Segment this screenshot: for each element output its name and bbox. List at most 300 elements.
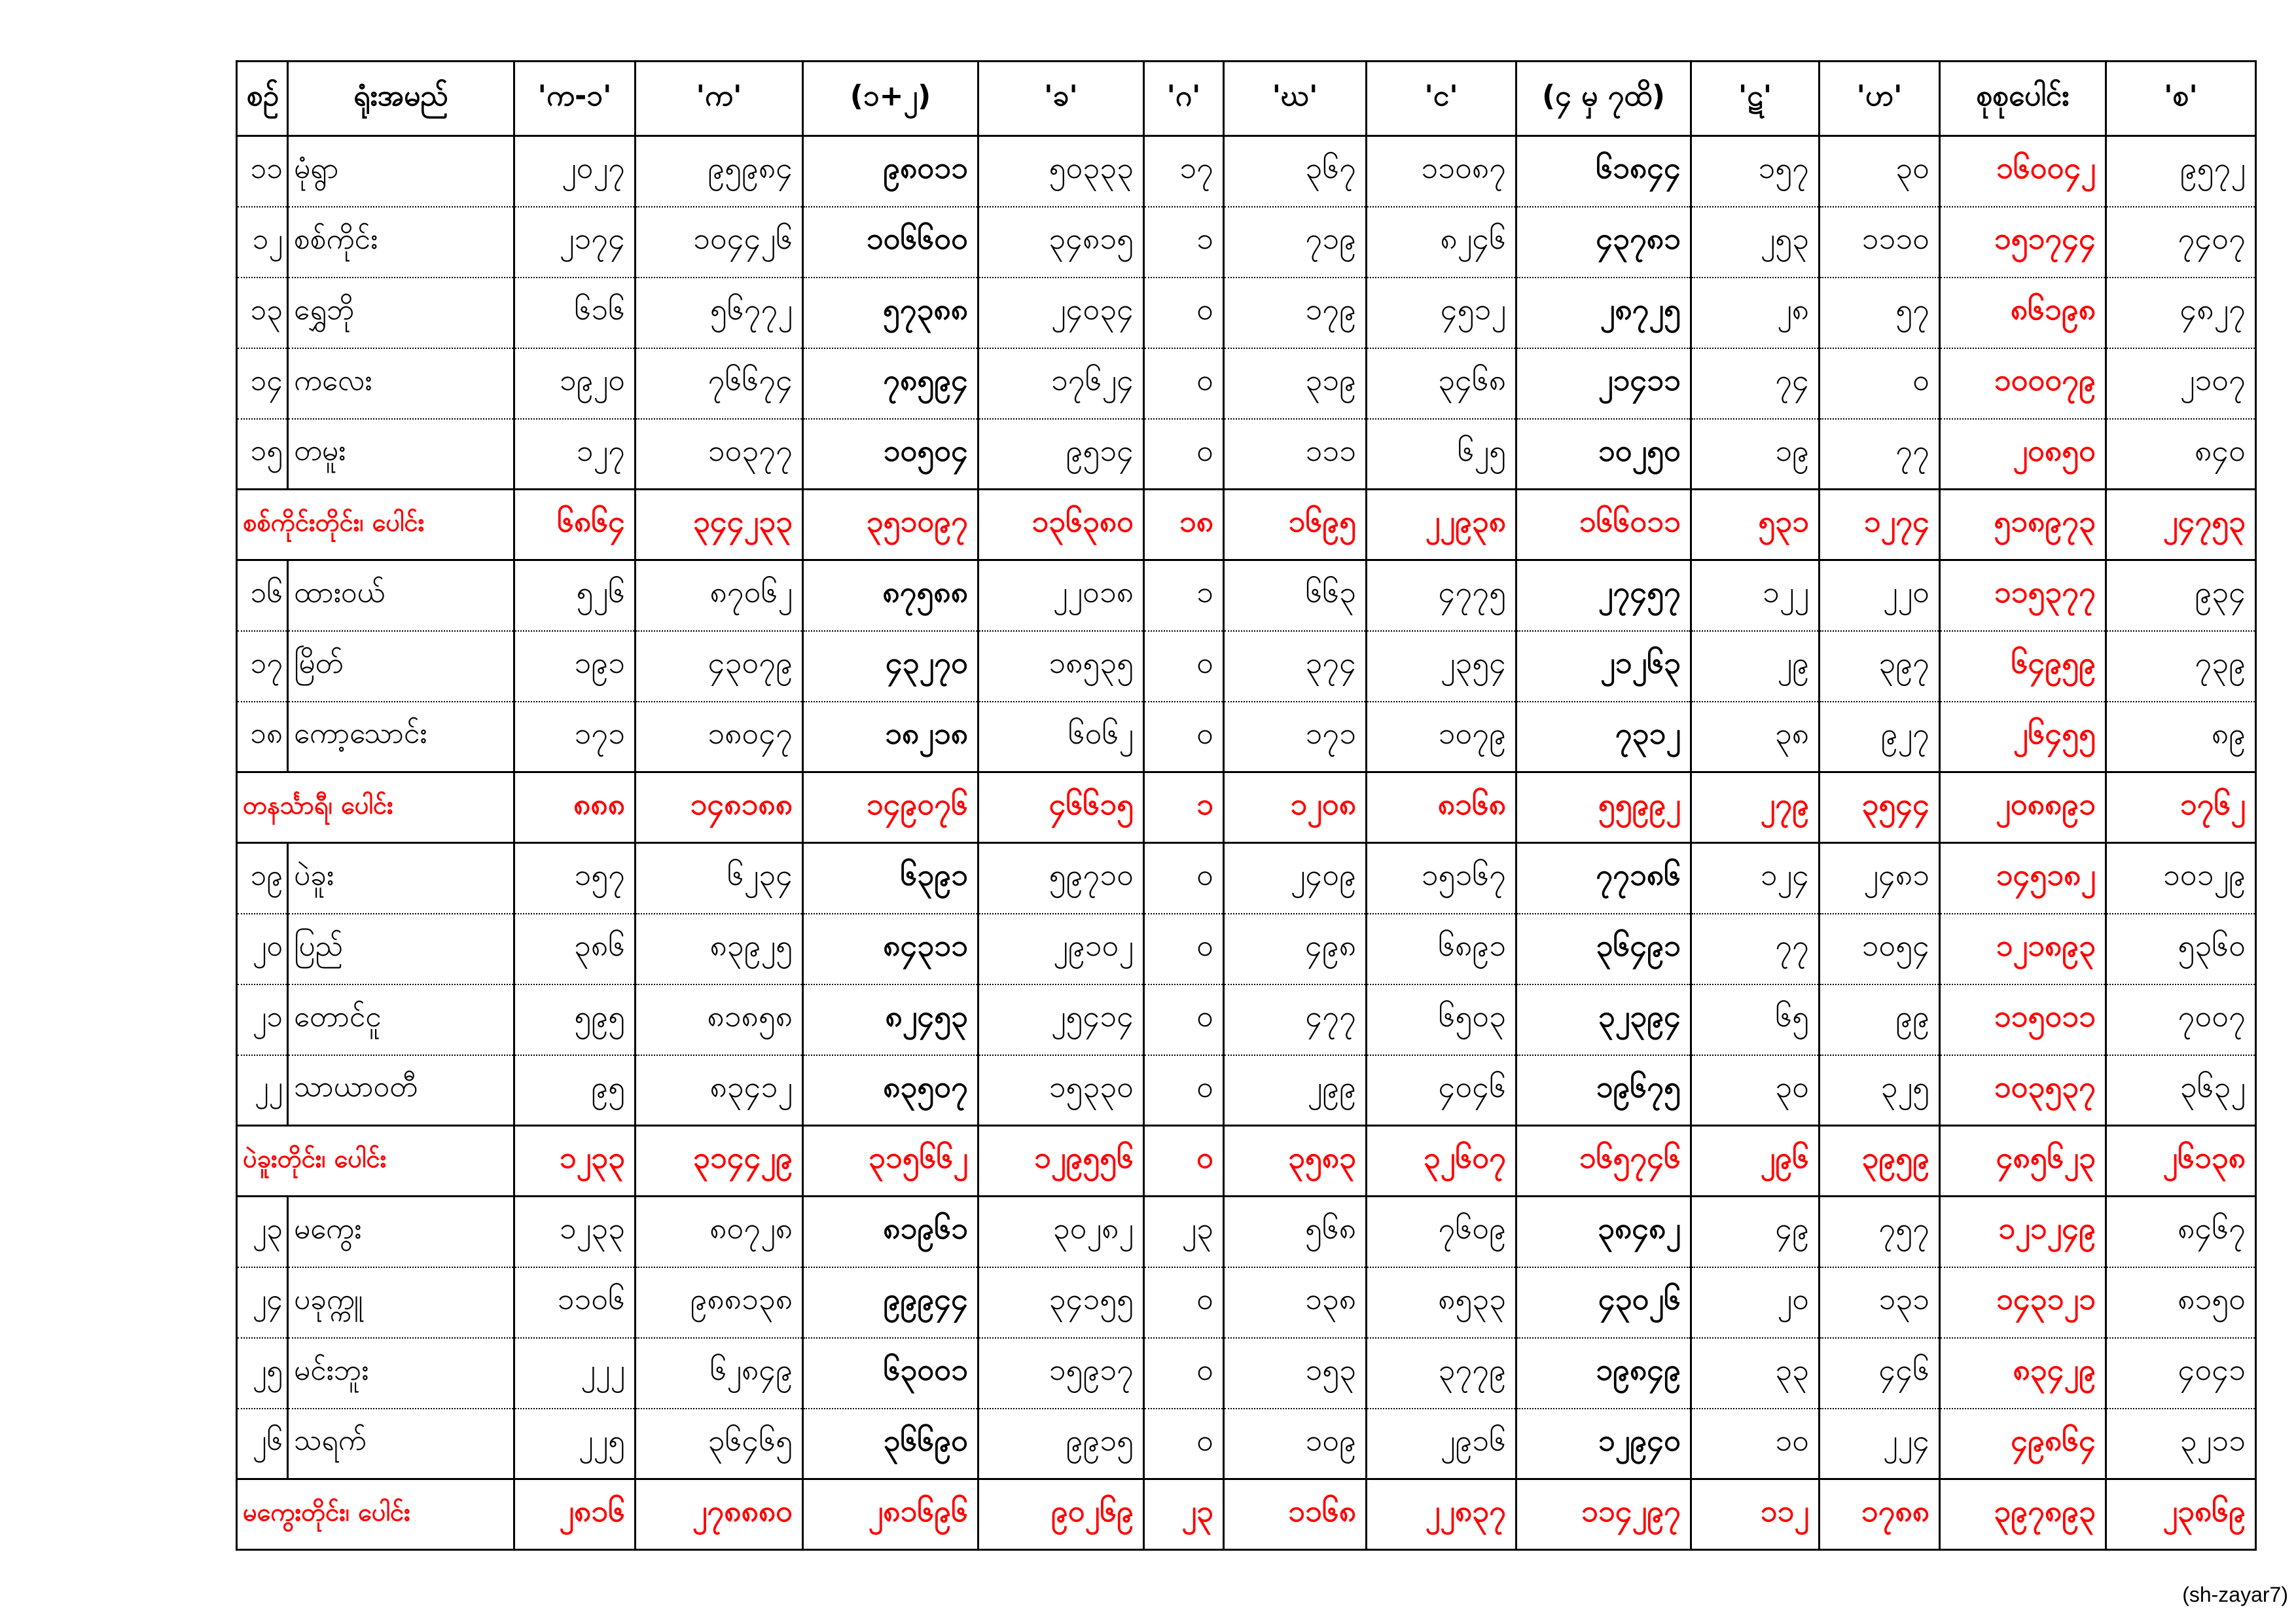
table-row [237,914,2256,984]
table-row [237,278,2256,348]
data-cell: ၁၅၇ [1691,136,1820,207]
table-row [237,207,2256,278]
data-cell: ၁၉၈၄၉ [1516,1338,1691,1409]
data-cell: ၈၅၃၃ [1367,1267,1516,1338]
table-row [237,136,2256,207]
data-cell: ၁၀၉ [1224,1409,1367,1479]
table-row [237,984,2256,1055]
subtotal-cell: ၁၁၂ [1691,1479,1820,1550]
subtotal-cell: ၅၅၉၉၂ [1516,772,1691,843]
data-cell: ၁၇၆၂၄ [978,348,1144,419]
data-cell: ၂၉၁၀၂ [978,914,1144,984]
data-cell: ၃၈၄၈၂ [1516,1197,1691,1267]
data-cell: ၄၅၁၂ [1367,278,1516,348]
office-name: ကလေး [288,348,514,419]
data-cell: ၅၆၇၇၂ [636,278,803,348]
data-cell: ၆၅၀၃ [1367,984,1516,1055]
office-name: တောင်ငူ [288,984,514,1055]
subtotal-cell: ၁၄၈၁၈၈ [636,772,803,843]
subtotal-cell: ၂၄၇၅၃ [2106,490,2256,560]
data-cell: ၈၂၄၆ [1367,207,1516,278]
data-cell: ၁၂၁၈၉၃ [1940,914,2106,984]
row-number: ၁၃ [237,278,288,348]
subtotal-cell: ၃၉၅၉ [1820,1126,1940,1197]
data-cell: ၆၃၉၁ [803,843,978,914]
data-cell: ၄၀၄၆ [1367,1055,1516,1126]
subtotal-cell: ၁၇၈၈ [1820,1479,1940,1550]
column-header: (၁+၂) [803,62,978,136]
data-cell: ၃၃ [1691,1338,1820,1409]
office-name: စစ်ကိုင်း [288,207,514,278]
data-cell: ၁၇၁ [514,702,636,772]
subtotal-cell: ၁၇၆၂ [2106,772,2256,843]
data-cell: ၁၅၃၃၀ [978,1055,1144,1126]
data-cell: ၁၀ [1691,1409,1820,1479]
data-cell: ၉၉၁၅ [978,1409,1144,1479]
data-cell: ၂၉ [1691,631,1820,702]
data-cell: ၁၁၅၃၇၇ [1940,560,2106,631]
subtotal-cell: ၂၃၈၆၉ [2106,1479,2256,1550]
data-cell: ၂၆၄၅၅ [1940,702,2106,772]
data-cell: ၄၉၈ [1224,914,1367,984]
row-number: ၂၂ [237,1055,288,1126]
subtotal-cell: ၈၈၈ [514,772,636,843]
data-cell: ၁၈၅၃၅ [978,631,1144,702]
data-cell: ၃၄၆၈ [1367,348,1516,419]
data-cell: ၁၁၀၆ [514,1267,636,1338]
office-name: မြိတ် [288,631,514,702]
subtotal-cell: ၆၈၆၄ [514,490,636,560]
data-cell: ၃၁၉ [1224,348,1367,419]
data-cell: ၇၁၉ [1224,207,1367,278]
subtotal-cell: ၁၁၄၂၉၇ [1516,1479,1691,1550]
data-cell: ၂၈ [1691,278,1820,348]
data-cell: ၃၈ [1691,702,1820,772]
row-number: ၁၇ [237,631,288,702]
data-cell: ၅၉၇၁၀ [978,843,1144,914]
data-cell: ၀ [1144,631,1224,702]
column-header: 'စ' [2106,62,2256,136]
table-row [237,348,2256,419]
data-cell: ၃၆၆၉၀ [803,1409,978,1479]
data-cell: ၃၆၇ [1224,136,1367,207]
data-cell: ၃၈၆ [514,914,636,984]
data-cell: ၇၄ [1691,348,1820,419]
subtotal-cell: ၉၀၂၆၉ [978,1479,1144,1550]
data-cell: ၄၃၂၇၀ [803,631,978,702]
data-cell: ၀ [1144,278,1224,348]
subtotal-cell: ၄၈၅၆၂၃ [1940,1126,2106,1197]
data-cell: ၂၁၂၆၃ [1516,631,1691,702]
data-cell: ၉၈၈၁၃၈ [636,1267,803,1338]
data-cell: ၆၂၃၄ [636,843,803,914]
data-cell: ၀ [1820,348,1940,419]
subtotal-cell: ၃၅၄၄ [1820,772,1940,843]
table-row [237,1338,2256,1409]
data-cell: ၁၆၀၀၄၂ [1940,136,2106,207]
data-cell: ၁၅၁၇၄၄ [1940,207,2106,278]
subtotal-cell: ၁၂၃၃ [514,1126,636,1197]
subtotal-cell: ၁၄၉၀၇၆ [803,772,978,843]
data-cell: ၁၁၁ [1224,419,1367,490]
data-cell: ၁၀၆၆၀၀ [803,207,978,278]
subtotal-cell: ၂၂၈၃၇ [1367,1479,1516,1550]
data-cell: ၁၁၁၀ [1820,207,1940,278]
subtotal-cell: ၂၀၈၈၉၁ [1940,772,2106,843]
data-cell: ၁၀၁၂၉ [2106,843,2256,914]
data-cell: ၁၃၁ [1820,1267,1940,1338]
data-cell: ၁၄၅၁၈၂ [1940,843,2106,914]
data-cell: ၃၂၁၁ [2106,1409,2256,1479]
data-cell: ၂၉၁၆ [1367,1409,1516,1479]
data-cell: ၃၀ [1691,1055,1820,1126]
data-cell: ၃၆၄၆၅ [636,1409,803,1479]
data-cell: ၆၁၆ [514,278,636,348]
table-row [237,843,2256,914]
data-cell: ၅၇ [1820,278,1940,348]
data-cell: ၆၃၀၀၁ [803,1338,978,1409]
data-cell: ၁၉ [1691,419,1820,490]
subtotal-label: စစ်ကိုင်းတိုင်း၊ ပေါင်း [237,490,514,560]
data-cell: ၀ [1144,843,1224,914]
data-cell: ၃၆၃၂ [2106,1055,2256,1126]
data-cell: ၈၀၇၂၈ [636,1197,803,1267]
data-cell: ၉၅၇၂ [2106,136,2256,207]
table-body [237,136,2256,1550]
row-number: ၁၅ [237,419,288,490]
row-number: ၂၆ [237,1409,288,1479]
data-cell: ၀ [1144,1055,1224,1126]
office-name: ကော့သောင်း [288,702,514,772]
data-cell: ၇၃၁၂ [1516,702,1691,772]
column-header: 'ခ' [978,62,1144,136]
data-cell: ၈၄၃၁၁ [803,914,978,984]
subtotal-cell: ၃၄၄၂၃၃ [636,490,803,560]
data-cell: ၈၄၀ [2106,419,2256,490]
data-cell: ၁၂၂ [1691,560,1820,631]
data-cell: ၁၂၁၂၄၉ [1940,1197,2106,1267]
subtotal-cell: ၃၁၅၆၆၂ [803,1126,978,1197]
office-name: တမူး [288,419,514,490]
data-cell: ၆၅ [1691,984,1820,1055]
data-cell: ၃၆၄၉၁ [1516,914,1691,984]
data-cell: ၁၂၄ [1691,843,1820,914]
office-name: သာယာဝတီ [288,1055,514,1126]
data-cell: ၇၀၀၇ [2106,984,2256,1055]
column-header: 'က-၁' [514,62,636,136]
subtotal-cell: ၁၂၉၅၅၆ [978,1126,1144,1197]
data-cell: ၆၀၆၂ [978,702,1144,772]
subtotal-cell: ၃၅၈၃ [1224,1126,1367,1197]
data-cell: ၉၈၀၁၁ [803,136,978,207]
data-cell: ၅၆၈ [1224,1197,1367,1267]
data-cell: ၅၇၃၈၈ [803,278,978,348]
office-name: မုံရွာ [288,136,514,207]
data-cell: ၁၅၃ [1224,1338,1367,1409]
column-header: 'ဃ' [1224,62,1367,136]
subtotal-cell: ၀ [1144,1126,1224,1197]
row-number: ၁၂ [237,207,288,278]
subtotal-cell: ၃၂၆၀၇ [1367,1126,1516,1197]
table-row [237,1409,2256,1479]
data-cell: ၁၈၀၄၇ [636,702,803,772]
data-cell: ၂၂၀၁၈ [978,560,1144,631]
data-cell: ၄၀၄၁ [2106,1338,2256,1409]
subtotal-cell: ၁၆၉၅ [1224,490,1367,560]
row-number: ၂၅ [237,1338,288,1409]
data-cell: ၁၂၃၃ [514,1197,636,1267]
subtotal-cell: ၁၂၀၈ [1224,772,1367,843]
subtotal-cell: ၂၇၉ [1691,772,1820,843]
data-cell: ၉၉ [1820,984,1940,1055]
data-cell: ၁ [1144,560,1224,631]
data-cell: ၄၄၆ [1820,1338,1940,1409]
data-cell: ၂၁၀၇ [2106,348,2256,419]
column-header: စုစုပေါင်း [1940,62,2106,136]
data-cell: ၂၂၅ [514,1409,636,1479]
table-row [237,1267,2256,1338]
data-cell: ၁၉၆၇၅ [1516,1055,1691,1126]
office-name: ထားဝယ် [288,560,514,631]
data-cell: ၃၂၃၉၄ [1516,984,1691,1055]
data-cell: ၃၀၂၈၂ [978,1197,1144,1267]
data-cell: ၅၂၆ [514,560,636,631]
data-cell: ၂၀၂၇ [514,136,636,207]
data-cell: ၀ [1144,984,1224,1055]
data-cell: ၃၀ [1820,136,1940,207]
data-cell: ၆၂၈၄၉ [636,1338,803,1409]
data-cell: ၄၇၇ [1224,984,1367,1055]
data-cell: ၈၁၈၅၈ [636,984,803,1055]
data-cell: ၇၄၀၇ [2106,207,2256,278]
data-cell: ၇၃၉ [2106,631,2256,702]
table-row [237,1197,2256,1267]
column-header: ရုံးအမည် [288,62,514,136]
office-name: သရက် [288,1409,514,1479]
data-cell: ၁၂၇ [514,419,636,490]
statistics-table-container [236,60,2255,1551]
data-cell: ၁၁၅၀၁၁ [1940,984,2106,1055]
data-cell: ၂၂၂ [514,1338,636,1409]
row-number: ၁၈ [237,702,288,772]
footer-credit: (sh-zayar7) [2182,1583,2288,1606]
data-cell: ၁၅၁၆၇ [1367,843,1516,914]
data-cell: ၂၇၄၅၇ [1516,560,1691,631]
data-cell: ၇၇ [1691,914,1820,984]
column-header: 'က' [636,62,803,136]
data-cell: ၈၁၅၀ [2106,1267,2256,1338]
data-cell: ၄၇၇၅ [1367,560,1516,631]
data-cell: ၁၀၇၉ [1367,702,1516,772]
data-cell: ၁၉၂၀ [514,348,636,419]
office-name: ပြည် [288,914,514,984]
data-cell: ၁၀၀၀၇၉ [1940,348,2106,419]
subtotal-cell: ၂၃ [1144,1479,1224,1550]
subtotal-label: တနင်္သာရီ၊ ပေါင်း [237,772,514,843]
data-cell: ၁၄၃၁၂၁ [1940,1267,2106,1338]
column-header: စဉ် [237,62,288,136]
data-cell: ၂၁၇၄ [514,207,636,278]
data-cell: ၁၉၁ [514,631,636,702]
data-cell: ၂၈၇၂၅ [1516,278,1691,348]
data-cell: ၈၄၆၇ [2106,1197,2256,1267]
data-cell: ၈၇၀၆၂ [636,560,803,631]
data-cell: ၃၄၁၅၅ [978,1267,1144,1338]
data-cell: ၄၈၂၇ [2106,278,2256,348]
data-cell: ၁၁၀၈၇ [1367,136,1516,207]
subtotal-cell: ၃၁၄၄၂၉ [636,1126,803,1197]
data-cell: ၅၀၃၃၃ [978,136,1144,207]
data-cell: ၇၇၁၈၆ [1516,843,1691,914]
data-cell: ၇၅၇ [1820,1197,1940,1267]
data-cell: ၇၆၀၉ [1367,1197,1516,1267]
data-cell: ၁၀၂၅၀ [1516,419,1691,490]
column-header: 'င' [1367,62,1516,136]
data-cell: ၉၂၇ [1820,702,1940,772]
data-cell: ၀ [1144,914,1224,984]
table-row [237,631,2256,702]
office-name: ပဲခူး [288,843,514,914]
data-cell: ၂၃၅၄ [1367,631,1516,702]
table-row [237,702,2256,772]
data-cell: ၆၂၅ [1367,419,1516,490]
data-cell: ၂၉၉ [1224,1055,1367,1126]
subtotal-cell: ၂၈၁၆၉၆ [803,1479,978,1550]
data-cell: ၁၂၉၄၀ [1516,1409,1691,1479]
data-cell: ၀ [1144,419,1224,490]
subtotal-row [237,490,2256,560]
row-number: ၂၀ [237,914,288,984]
data-cell: ၉၉၉၄၄ [803,1267,978,1338]
data-cell: ၄၃၀၇၉ [636,631,803,702]
data-cell: ၆၆၃ [1224,560,1367,631]
data-cell: ၂၀၈၅၀ [1940,419,2106,490]
data-cell: ၂၃ [1144,1197,1224,1267]
data-cell: ၀ [1144,1338,1224,1409]
data-cell: ၈၂၄၅၃ [803,984,978,1055]
subtotal-row [237,1479,2256,1550]
subtotal-cell: ၁၃၆၃၈၀ [978,490,1144,560]
subtotal-row [237,1126,2256,1197]
row-number: ၁၆ [237,560,288,631]
data-cell: ၁၀၃၇၇ [636,419,803,490]
row-number: ၂၁ [237,984,288,1055]
data-cell: ၂၂၀ [1820,560,1940,631]
row-number: ၁၄ [237,348,288,419]
data-cell: ၀ [1144,702,1224,772]
data-cell: ၆၈၉၁ [1367,914,1516,984]
data-cell: ၂၀ [1691,1267,1820,1338]
column-header: 'ဋ' [1691,62,1820,136]
subtotal-cell: ၅၃၁ [1691,490,1820,560]
subtotal-cell: ၂၉၆ [1691,1126,1820,1197]
table-row [237,560,2256,631]
subtotal-cell: ၃၅၁၀၉၇ [803,490,978,560]
subtotal-cell: ၁ [1144,772,1224,843]
column-header: 'ဂ' [1144,62,1224,136]
row-number: ၁၁ [237,136,288,207]
data-cell: ၄၃၇၈၁ [1516,207,1691,278]
data-cell: ၇၇ [1820,419,1940,490]
data-cell: ၀ [1144,348,1224,419]
data-cell: ၁၇၉ [1224,278,1367,348]
office-name: မင်းဘူး [288,1338,514,1409]
row-number: ၂၃ [237,1197,288,1267]
row-number: ၂၄ [237,1267,288,1338]
data-cell: ၅၉၅ [514,984,636,1055]
data-cell: ၂၄၀၃၄ [978,278,1144,348]
subtotal-cell: ၄၆၆၁၅ [978,772,1144,843]
data-cell: ၉၃၄ [2106,560,2256,631]
data-cell: ၈၉ [2106,702,2256,772]
subtotal-cell: ၂၈၁၆ [514,1479,636,1550]
office-name: မကွေး [288,1197,514,1267]
data-cell: ၉၅ [514,1055,636,1126]
subtotal-cell: ၂၆၁၃၈ [2106,1126,2256,1197]
subtotal-cell: ၃၉၇၈၉၃ [1940,1479,2106,1550]
subtotal-label: မကွေးတိုင်း၊ ပေါင်း [237,1479,514,1550]
data-cell: ၆၄၉၅၉ [1940,631,2106,702]
statistics-table [236,60,2257,1551]
data-cell: ၁၀၅၄ [1820,914,1940,984]
data-cell: ၃၉၇ [1820,631,1940,702]
data-cell: ၄၃၀၂၆ [1516,1267,1691,1338]
data-cell: ၁၅၇ [514,843,636,914]
data-cell: ၁ [1144,207,1224,278]
data-cell: ၄၉၈၆၄ [1940,1409,2106,1479]
data-cell: ၁၇ [1144,136,1224,207]
data-cell: ၁၀၄၄၂၆ [636,207,803,278]
data-cell: ၀ [1144,1267,1224,1338]
data-cell: ၂၄၀၉ [1224,843,1367,914]
subtotal-cell: ၁၆၅၇၄၆ [1516,1126,1691,1197]
office-name: ပခုက္ကူ [288,1267,514,1338]
subtotal-row [237,772,2256,843]
data-cell: ၃၇၇၉ [1367,1338,1516,1409]
data-cell: ၁၀၅၀၄ [803,419,978,490]
data-cell: ၂၂၄ [1820,1409,1940,1479]
data-cell: ၅၃၆၀ [2106,914,2256,984]
data-cell: ၈၃၅၀၇ [803,1055,978,1126]
data-cell: ၂၄၈၁ [1820,843,1940,914]
header-row [237,62,2256,136]
row-number: ၁၉ [237,843,288,914]
data-cell: ၈၇၅၈၈ [803,560,978,631]
data-cell: ၈၆၁၉၈ [1940,278,2106,348]
data-cell: ၆၁၈၄၄ [1516,136,1691,207]
data-cell: ၁၀၃၅၃၇ [1940,1055,2106,1126]
data-cell: ၉၅၁၄ [978,419,1144,490]
data-cell: ၄၉ [1691,1197,1820,1267]
data-cell: ၃၄၈၁၅ [978,207,1144,278]
data-cell: ၂၅၃ [1691,207,1820,278]
subtotal-cell: ၅၁၈၉၇၃ [1940,490,2106,560]
data-cell: ၈၃၄၂၉ [1940,1338,2106,1409]
data-cell: ၁၇၁ [1224,702,1367,772]
data-cell: ၉၅၉၈၄ [636,136,803,207]
data-cell: ၁၅၉၁၇ [978,1338,1144,1409]
data-cell: ၂၅၄၁၄ [978,984,1144,1055]
subtotal-cell: ၂၇၈၈၈၀ [636,1479,803,1550]
subtotal-label: ပဲခူးတိုင်း၊ ပေါင်း [237,1126,514,1197]
subtotal-cell: ၈၁၆၈ [1367,772,1516,843]
subtotal-cell: ၂၂၉၃၈ [1367,490,1516,560]
subtotal-cell: ၁၈ [1144,490,1224,560]
table-row [237,1055,2256,1126]
column-header: (၄ မှ ၇ထိ) [1516,62,1691,136]
subtotal-cell: ၁၂၇၄ [1820,490,1940,560]
column-header: 'ဟ' [1820,62,1940,136]
